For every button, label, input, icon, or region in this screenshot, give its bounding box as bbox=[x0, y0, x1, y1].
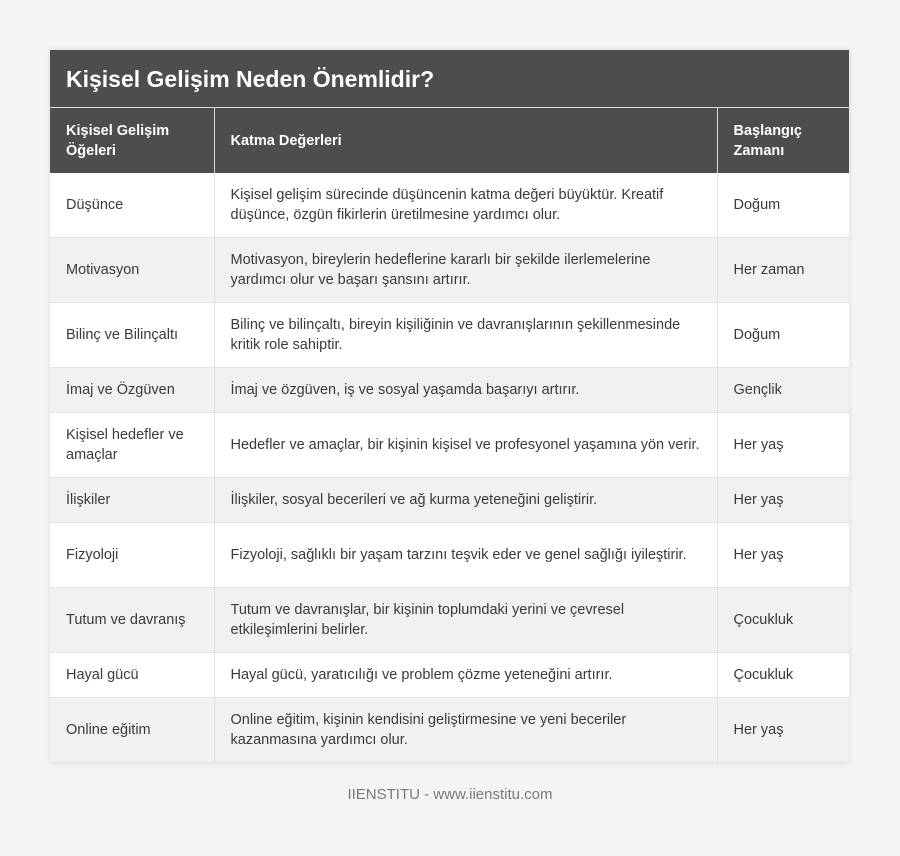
cell-element: İmaj ve Özgüven bbox=[50, 368, 214, 413]
cell-start: Doğum bbox=[717, 173, 849, 238]
table-row bbox=[50, 303, 849, 368]
header-start: Başlangıç Zamanı bbox=[717, 108, 849, 173]
cell-value: Hayal gücü, yaratıcılığı ve problem çözme yeteneğini artırır. bbox=[214, 653, 717, 698]
header-element: Kişisel Gelişim Öğeleri bbox=[50, 108, 214, 173]
cell-start: Çocukluk bbox=[717, 588, 849, 653]
table-row bbox=[50, 523, 849, 588]
data-table bbox=[50, 108, 849, 763]
cell-start: Her yaş bbox=[717, 413, 849, 478]
cell-start: Çocukluk bbox=[717, 653, 849, 698]
cell-element: Bilinç ve Bilinçaltı bbox=[50, 303, 214, 368]
cell-value: Fizyoloji, sağlıklı bir yaşam tarzını teşvik eder ve genel sağlığı iyileştirir. bbox=[214, 523, 717, 588]
cell-element: Motivasyon bbox=[50, 238, 214, 303]
table-row bbox=[50, 173, 849, 238]
table-row bbox=[50, 368, 849, 413]
cell-value: Tutum ve davranışlar, bir kişinin toplumdaki yerini ve çevresel etkileşimlerini belirler. bbox=[214, 588, 717, 653]
table-row bbox=[50, 588, 849, 653]
cell-value: Online eğitim, kişinin kendisini geliştirmesine ve yeni beceriler kazanmasına yardımcı olur. bbox=[214, 698, 717, 763]
cell-element: Hayal gücü bbox=[50, 653, 214, 698]
cell-start: Doğum bbox=[717, 303, 849, 368]
cell-value: İlişkiler, sosyal becerileri ve ağ kurma yeteneğini geliştirir. bbox=[214, 478, 717, 523]
cell-value: Motivasyon, bireylerin hedeflerine kararlı bir şekilde ilerlemelerine yardımcı olur ve başarı şansını artırır. bbox=[214, 238, 717, 303]
cell-element: Online eğitim bbox=[50, 698, 214, 763]
cell-start: Gençlik bbox=[717, 368, 849, 413]
cell-start: Her zaman bbox=[717, 238, 849, 303]
header-value: Katma Değerleri bbox=[214, 108, 717, 173]
cell-element: Düşünce bbox=[50, 173, 214, 238]
table-row bbox=[50, 478, 849, 523]
cell-start: Her yaş bbox=[717, 698, 849, 763]
info-table-card bbox=[50, 50, 849, 763]
table-row bbox=[50, 698, 849, 763]
footer-credit: IIENSTITU - www.iienstitu.com bbox=[347, 786, 553, 803]
cell-value: Bilinç ve bilinçaltı, bireyin kişiliğinin ve davranışlarının şekillenmesinde kritik role sahiptir. bbox=[214, 303, 717, 368]
cell-start: Her yaş bbox=[717, 478, 849, 523]
cell-element: İlişkiler bbox=[50, 478, 214, 523]
table-row bbox=[50, 653, 849, 698]
cell-start: Her yaş bbox=[717, 523, 849, 588]
table-row bbox=[50, 238, 849, 303]
cell-element: Tutum ve davranış bbox=[50, 588, 214, 653]
table-title: Kişisel Gelişim Neden Önemlidir? bbox=[50, 50, 849, 108]
cell-value: Kişisel gelişim sürecinde düşüncenin katma değeri büyüktür. Kreatif düşünce, özgün fikirlerin üretilmesine yardımcı olur. bbox=[214, 173, 717, 238]
cell-value: İmaj ve özgüven, iş ve sosyal yaşamda başarıyı artırır. bbox=[214, 368, 717, 413]
header-row bbox=[50, 108, 849, 173]
cell-value: Hedefler ve amaçlar, bir kişinin kişisel ve profesyonel yaşamına yön verir. bbox=[214, 413, 717, 478]
cell-element: Fizyoloji bbox=[50, 523, 214, 588]
table-row bbox=[50, 413, 849, 478]
cell-element: Kişisel hedefler ve amaçlar bbox=[50, 413, 214, 478]
